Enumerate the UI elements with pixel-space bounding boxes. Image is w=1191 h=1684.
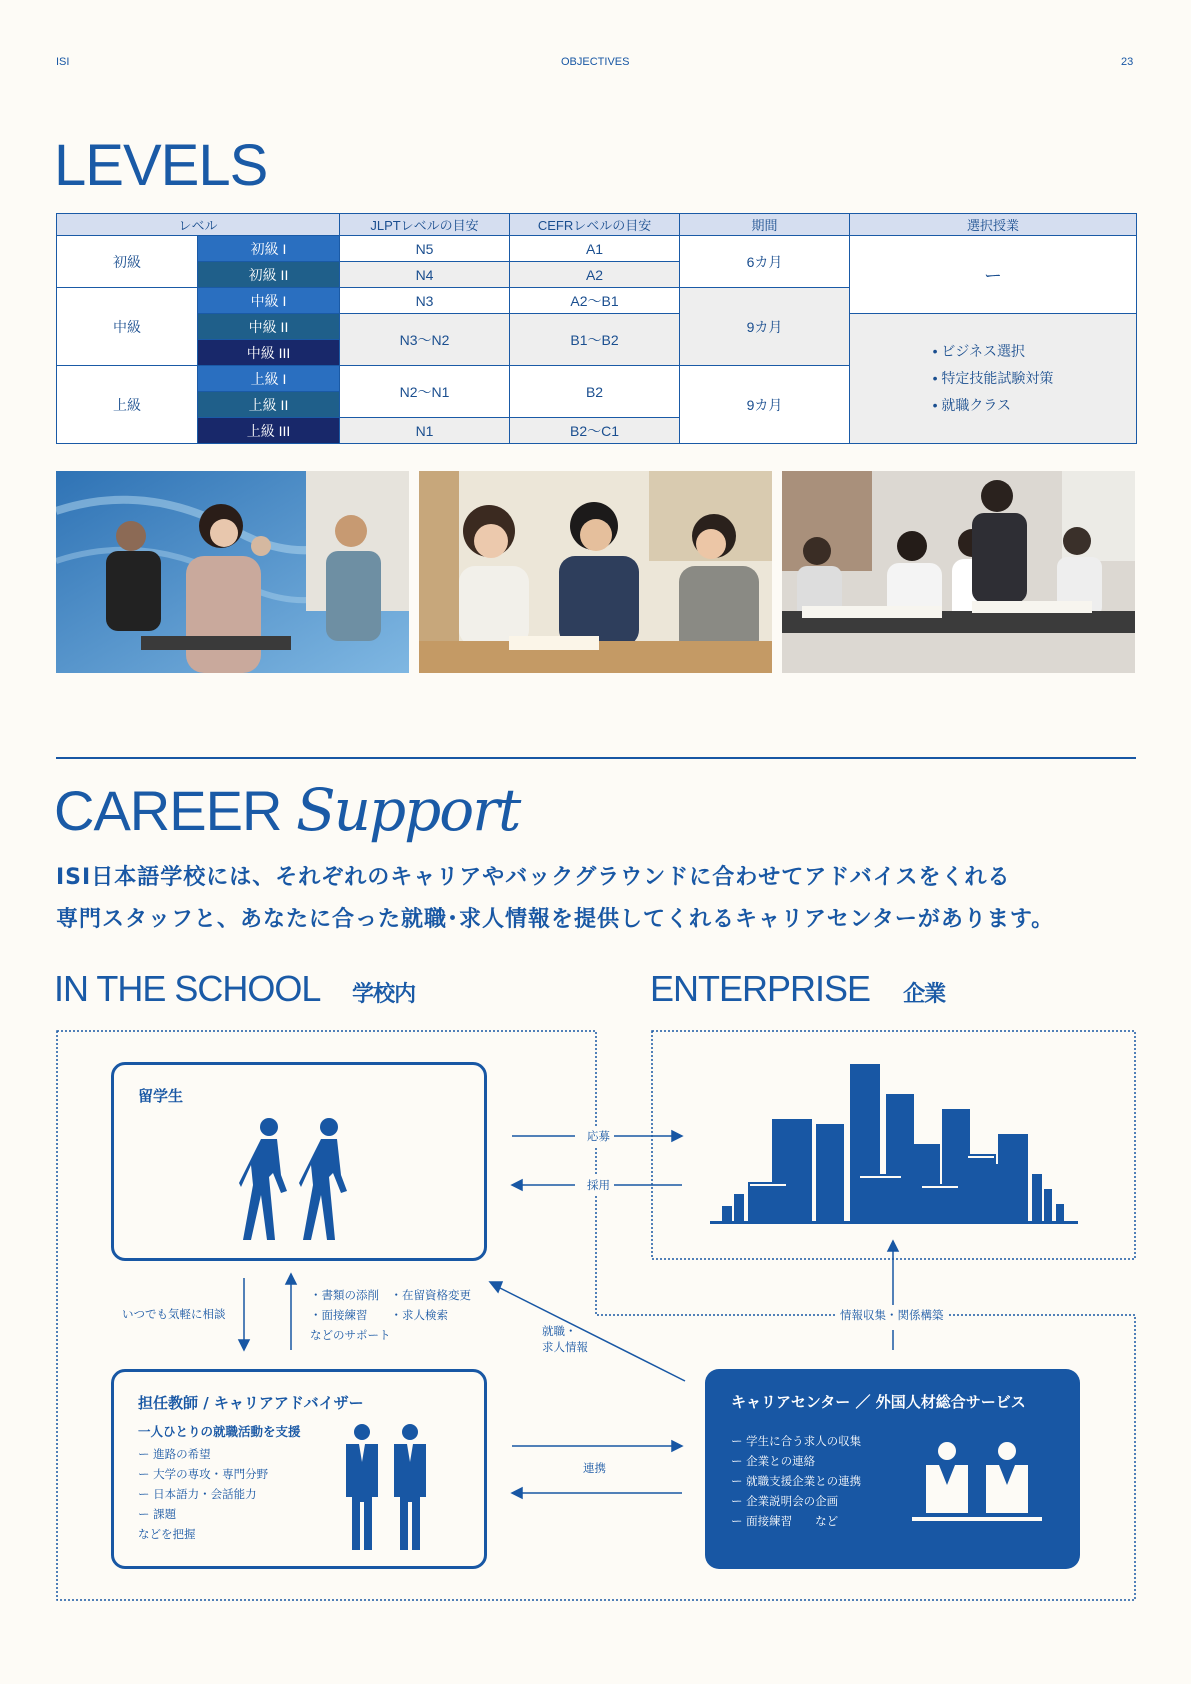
- header-left: ISI: [56, 56, 70, 68]
- support-list: [310, 1285, 471, 1345]
- col-jlpt: JLPTレベルの目安: [340, 214, 510, 236]
- jlpt-cell: N5: [340, 236, 510, 262]
- student-label: 留学生: [138, 1087, 184, 1105]
- apply-label: 応募: [583, 1126, 614, 1146]
- teacher-item: ー 進路の希望: [138, 1447, 211, 1461]
- gather-label: 情報収集・関係構築: [836, 1305, 948, 1325]
- col-cefr: CEFRレベルの目安: [510, 214, 680, 236]
- teacher-box: [111, 1369, 487, 1569]
- career-desc-line1: ISI日本語学校には、それぞれのキャリアやバックグラウンドに合わせてアドバイスをくれる: [56, 865, 1011, 890]
- jlpt-cell: N4: [340, 262, 510, 288]
- school-heading: IN THE SCHOOL 学校内: [54, 968, 416, 1009]
- advisors-icon: [342, 1422, 432, 1552]
- career-center-title: キャリアセンター ／ 外国人材総合サービス: [731, 1393, 1026, 1411]
- sublevel: 上級 II: [198, 392, 340, 418]
- center-item: ー 企業との連絡: [731, 1454, 816, 1468]
- center-item: ー 就職支援企業との連携: [731, 1474, 862, 1488]
- group-intermediate: 中級: [57, 288, 198, 366]
- sublevel: 中級 II: [198, 314, 340, 340]
- career-desc-line2: 専門スタッフと、あなたに合った就職･求人情報を提供してくれるキャリアセンターがあります。: [56, 907, 1055, 932]
- page-number: 23: [1121, 56, 1134, 68]
- elective-none: ー: [850, 236, 1137, 314]
- teacher-item: ー 日本語力・会話能力: [138, 1487, 257, 1501]
- center-item: ー 企業説明会の企画: [731, 1494, 839, 1508]
- teacher-subtitle: 一人ひとりの就職活動を支援: [138, 1424, 301, 1439]
- jlpt-cell: N2〜N1: [340, 366, 510, 418]
- jlpt-cell: N3〜N2: [340, 314, 510, 366]
- career-title: CAREER Support: [54, 776, 520, 844]
- col-level: レベル: [57, 214, 340, 236]
- cefr-cell: B2〜C1: [510, 418, 680, 444]
- teacher-item: ー 大学の専攻・専門分野: [138, 1467, 269, 1481]
- group-beginner: 初級: [57, 236, 198, 288]
- sublevel: 上級 III: [198, 418, 340, 444]
- elective-item: • 特定技能試験対策: [932, 370, 1054, 386]
- levels-title: LEVELS: [54, 133, 268, 198]
- elective-item: • 就職クラス: [932, 397, 1011, 413]
- teacher-item: などを把握: [138, 1527, 196, 1541]
- career-title-script: Support: [295, 776, 520, 844]
- group-advanced: 上級: [57, 366, 198, 444]
- period-cell: 6カ月: [680, 236, 850, 288]
- cefr-cell: B1〜B2: [510, 314, 680, 366]
- hire-label: 採用: [583, 1175, 614, 1195]
- sublevel: 初級 II: [198, 262, 340, 288]
- teacher-item: ー 課題: [138, 1507, 177, 1521]
- city-skyline-icon: [710, 1064, 1080, 1224]
- job-info-label: 就職・ 求人情報: [542, 1324, 588, 1354]
- consult-label: いつでも気軽に相談: [122, 1307, 226, 1321]
- elective-item: • ビジネス選択: [932, 343, 1025, 359]
- cefr-cell: A2: [510, 262, 680, 288]
- link-label: 連携: [583, 1461, 606, 1475]
- sublevel: 中級 I: [198, 288, 340, 314]
- support-item: などのサポート: [310, 1328, 391, 1342]
- period-cell: 9カ月: [680, 366, 850, 444]
- jlpt-cell: N3: [340, 288, 510, 314]
- walking-people-icon: [239, 1115, 359, 1245]
- cefr-cell: A2〜B1: [510, 288, 680, 314]
- teacher-title: 担任教師 / キャリアアドバイザー: [138, 1394, 364, 1412]
- enterprise-heading: ENTERPRISE 企業: [650, 968, 946, 1009]
- sublevel: 中級 III: [198, 340, 340, 366]
- center-item: ー 学生に合う求人の収集: [731, 1434, 862, 1448]
- cefr-cell: A1: [510, 236, 680, 262]
- period-cell: 9カ月: [680, 288, 850, 366]
- sublevel: 上級 I: [198, 366, 340, 392]
- cefr-cell: B2: [510, 366, 680, 418]
- col-elective: 選択授業: [850, 214, 1137, 236]
- staff-desk-icon: [912, 1441, 1047, 1531]
- student-box: [111, 1062, 487, 1261]
- support-item: ・書類の添削 ・在留資格変更: [310, 1288, 471, 1302]
- jlpt-cell: N1: [340, 418, 510, 444]
- teacher-list: [138, 1444, 268, 1544]
- header-center: OBJECTIVES: [561, 56, 630, 68]
- center-item: ー 面接練習 など: [731, 1514, 839, 1528]
- career-center-list: [731, 1431, 861, 1531]
- col-period: 期間: [680, 214, 850, 236]
- career-center-box: [705, 1369, 1080, 1569]
- sublevel: 初級 I: [198, 236, 340, 262]
- support-item: ・面接練習 ・求人検索: [310, 1308, 448, 1322]
